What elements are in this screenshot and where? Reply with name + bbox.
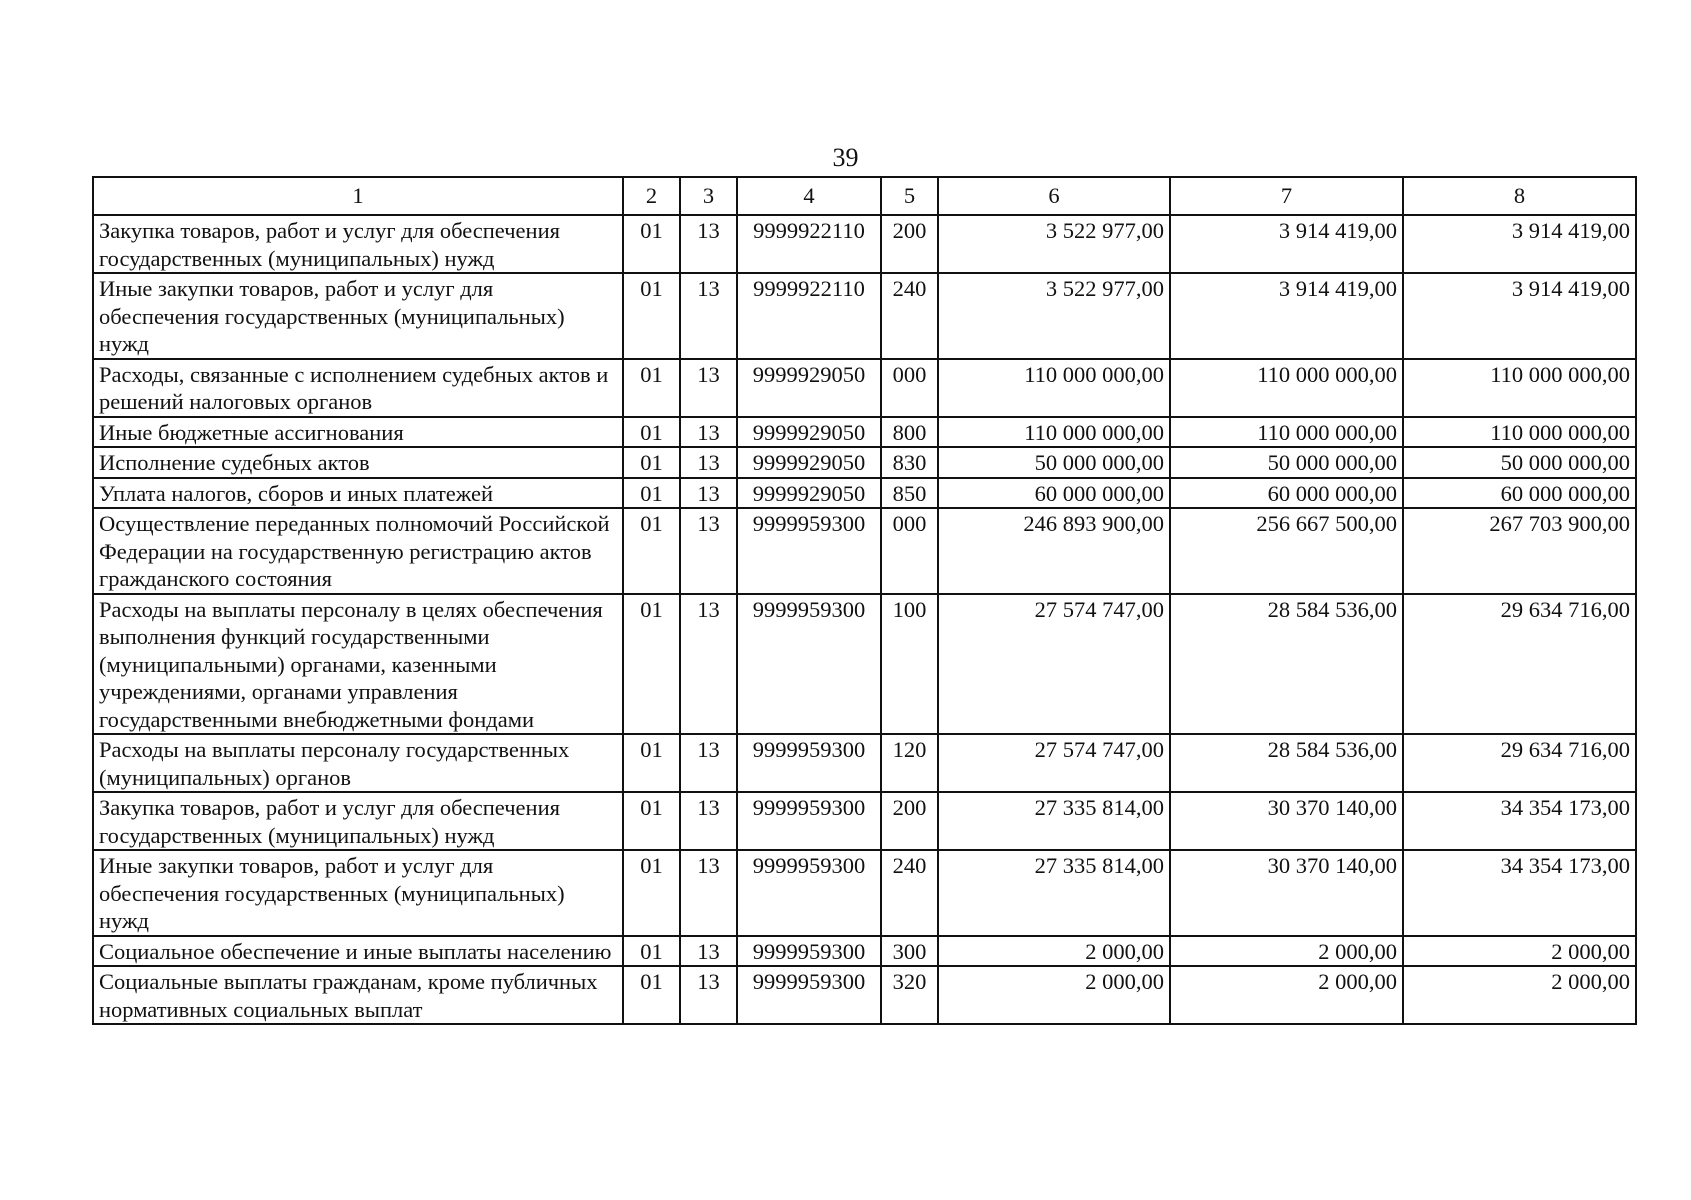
amount-col-8: 34 354 173,00 bbox=[1403, 792, 1636, 850]
amount-col-7: 2 000,00 bbox=[1170, 936, 1403, 967]
section-code: 01 bbox=[623, 792, 680, 850]
section-code: 01 bbox=[623, 966, 680, 1024]
amount-col-8: 50 000 000,00 bbox=[1403, 447, 1636, 478]
expense-name: Уплата налогов, сборов и иных платежей bbox=[93, 478, 623, 509]
expense-type-code: 240 bbox=[881, 850, 938, 936]
amount-col-8: 110 000 000,00 bbox=[1403, 359, 1636, 417]
amount-col-7: 50 000 000,00 bbox=[1170, 447, 1403, 478]
amount-col-7: 110 000 000,00 bbox=[1170, 359, 1403, 417]
amount-col-6: 246 893 900,00 bbox=[938, 508, 1170, 594]
subsection-code: 13 bbox=[680, 850, 737, 936]
table-row bbox=[93, 734, 1636, 792]
amount-col-8: 110 000 000,00 bbox=[1403, 417, 1636, 448]
section-code: 01 bbox=[623, 359, 680, 417]
expense-type-code: 000 bbox=[881, 508, 938, 594]
header-col-4: 4 bbox=[737, 177, 881, 215]
subsection-code: 13 bbox=[680, 734, 737, 792]
expense-name: Социальное обеспечение и иные выплаты населению bbox=[93, 936, 623, 967]
table-row bbox=[93, 594, 1636, 735]
expense-name: Социальные выплаты гражданам, кроме публичных нормативных социальных выплат bbox=[93, 966, 623, 1024]
amount-col-6: 50 000 000,00 bbox=[938, 447, 1170, 478]
target-article-code: 9999929050 bbox=[737, 417, 881, 448]
amount-col-6: 27 574 747,00 bbox=[938, 594, 1170, 735]
amount-col-8: 60 000 000,00 bbox=[1403, 478, 1636, 509]
amount-col-6: 60 000 000,00 bbox=[938, 478, 1170, 509]
amount-col-7: 60 000 000,00 bbox=[1170, 478, 1403, 509]
header-col-2: 2 bbox=[623, 177, 680, 215]
table-row bbox=[93, 273, 1636, 359]
expense-type-code: 830 bbox=[881, 447, 938, 478]
expense-type-code: 120 bbox=[881, 734, 938, 792]
section-code: 01 bbox=[623, 508, 680, 594]
table-row bbox=[93, 966, 1636, 1024]
table-row bbox=[93, 478, 1636, 509]
amount-col-6: 2 000,00 bbox=[938, 966, 1170, 1024]
subsection-code: 13 bbox=[680, 478, 737, 509]
expense-name: Закупка товаров, работ и услуг для обеспечения государственных (муниципальных) нужд bbox=[93, 792, 623, 850]
header-col-7: 7 bbox=[1170, 177, 1403, 215]
expense-type-code: 850 bbox=[881, 478, 938, 509]
target-article-code: 9999959300 bbox=[737, 734, 881, 792]
amount-col-7: 110 000 000,00 bbox=[1170, 417, 1403, 448]
subsection-code: 13 bbox=[680, 417, 737, 448]
target-article-code: 9999959300 bbox=[737, 966, 881, 1024]
expense-type-code: 240 bbox=[881, 273, 938, 359]
subsection-code: 13 bbox=[680, 792, 737, 850]
target-article-code: 9999922110 bbox=[737, 273, 881, 359]
subsection-code: 13 bbox=[680, 273, 737, 359]
header-col-5: 5 bbox=[881, 177, 938, 215]
expense-type-code: 000 bbox=[881, 359, 938, 417]
table-row bbox=[93, 447, 1636, 478]
header-row bbox=[93, 177, 1636, 215]
header-col-8: 8 bbox=[1403, 177, 1636, 215]
section-code: 01 bbox=[623, 734, 680, 792]
expense-name: Иные закупки товаров, работ и услуг для обеспечения государственных (муниципальных) нужд bbox=[93, 273, 623, 359]
table-row bbox=[93, 417, 1636, 448]
amount-col-7: 30 370 140,00 bbox=[1170, 792, 1403, 850]
target-article-code: 9999929050 bbox=[737, 359, 881, 417]
target-article-code: 9999959300 bbox=[737, 508, 881, 594]
expense-name: Исполнение судебных актов bbox=[93, 447, 623, 478]
amount-col-8: 3 914 419,00 bbox=[1403, 273, 1636, 359]
amount-col-7: 30 370 140,00 bbox=[1170, 850, 1403, 936]
subsection-code: 13 bbox=[680, 215, 737, 273]
table-row bbox=[93, 850, 1636, 936]
table-row bbox=[93, 936, 1636, 967]
expense-type-code: 300 bbox=[881, 936, 938, 967]
expense-name: Иные бюджетные ассигнования bbox=[93, 417, 623, 448]
expense-type-code: 200 bbox=[881, 792, 938, 850]
subsection-code: 13 bbox=[680, 594, 737, 735]
amount-col-8: 29 634 716,00 bbox=[1403, 594, 1636, 735]
amount-col-8: 2 000,00 bbox=[1403, 966, 1636, 1024]
section-code: 01 bbox=[623, 936, 680, 967]
table-row bbox=[93, 508, 1636, 594]
amount-col-6: 27 335 814,00 bbox=[938, 850, 1170, 936]
target-article-code: 9999959300 bbox=[737, 792, 881, 850]
table-row bbox=[93, 359, 1636, 417]
expense-type-code: 320 bbox=[881, 966, 938, 1024]
amount-col-7: 2 000,00 bbox=[1170, 966, 1403, 1024]
header-col-1: 1 bbox=[93, 177, 623, 215]
target-article-code: 9999922110 bbox=[737, 215, 881, 273]
expense-type-code: 100 bbox=[881, 594, 938, 735]
target-article-code: 9999959300 bbox=[737, 850, 881, 936]
table-row bbox=[93, 215, 1636, 273]
amount-col-8: 29 634 716,00 bbox=[1403, 734, 1636, 792]
target-article-code: 9999929050 bbox=[737, 478, 881, 509]
amount-col-6: 3 522 977,00 bbox=[938, 273, 1170, 359]
budget-table bbox=[92, 176, 1637, 1025]
expense-name: Расходы, связанные с исполнением судебных актов и решений налоговых органов bbox=[93, 359, 623, 417]
table-row bbox=[93, 792, 1636, 850]
amount-col-7: 256 667 500,00 bbox=[1170, 508, 1403, 594]
section-code: 01 bbox=[623, 417, 680, 448]
amount-col-6: 110 000 000,00 bbox=[938, 359, 1170, 417]
subsection-code: 13 bbox=[680, 359, 737, 417]
amount-col-6: 110 000 000,00 bbox=[938, 417, 1170, 448]
expense-name: Закупка товаров, работ и услуг для обеспечения государственных (муниципальных) нужд bbox=[93, 215, 623, 273]
section-code: 01 bbox=[623, 215, 680, 273]
subsection-code: 13 bbox=[680, 508, 737, 594]
amount-col-6: 27 335 814,00 bbox=[938, 792, 1170, 850]
section-code: 01 bbox=[623, 478, 680, 509]
amount-col-7: 3 914 419,00 bbox=[1170, 273, 1403, 359]
section-code: 01 bbox=[623, 850, 680, 936]
amount-col-7: 3 914 419,00 bbox=[1170, 215, 1403, 273]
header-col-6: 6 bbox=[938, 177, 1170, 215]
target-article-code: 9999959300 bbox=[737, 936, 881, 967]
amount-col-6: 27 574 747,00 bbox=[938, 734, 1170, 792]
expense-name: Иные закупки товаров, работ и услуг для обеспечения государственных (муниципальных) нужд bbox=[93, 850, 623, 936]
expense-type-code: 200 bbox=[881, 215, 938, 273]
expense-type-code: 800 bbox=[881, 417, 938, 448]
amount-col-6: 3 522 977,00 bbox=[938, 215, 1170, 273]
header-col-3: 3 bbox=[680, 177, 737, 215]
expense-name: Расходы на выплаты персоналу в целях обеспечения выполнения функций государственными (муниципальными) органами, казенными учреждениями, органами управления государственными внебюджетными фондами bbox=[93, 594, 623, 735]
subsection-code: 13 bbox=[680, 447, 737, 478]
amount-col-6: 2 000,00 bbox=[938, 936, 1170, 967]
amount-col-8: 3 914 419,00 bbox=[1403, 215, 1636, 273]
page-number: 39 bbox=[832, 143, 859, 172]
amount-col-8: 267 703 900,00 bbox=[1403, 508, 1636, 594]
target-article-code: 9999929050 bbox=[737, 447, 881, 478]
amount-col-7: 28 584 536,00 bbox=[1170, 734, 1403, 792]
subsection-code: 13 bbox=[680, 936, 737, 967]
amount-col-8: 2 000,00 bbox=[1403, 936, 1636, 967]
section-code: 01 bbox=[623, 447, 680, 478]
target-article-code: 9999959300 bbox=[737, 594, 881, 735]
section-code: 01 bbox=[623, 273, 680, 359]
expense-name: Расходы на выплаты персоналу государственных (муниципальных) органов bbox=[93, 734, 623, 792]
expense-name: Осуществление переданных полномочий Российской Федерации на государственную регистрацию актов гражданского состояния bbox=[93, 508, 623, 594]
amount-col-8: 34 354 173,00 bbox=[1403, 850, 1636, 936]
subsection-code: 13 bbox=[680, 966, 737, 1024]
amount-col-7: 28 584 536,00 bbox=[1170, 594, 1403, 735]
section-code: 01 bbox=[623, 594, 680, 735]
